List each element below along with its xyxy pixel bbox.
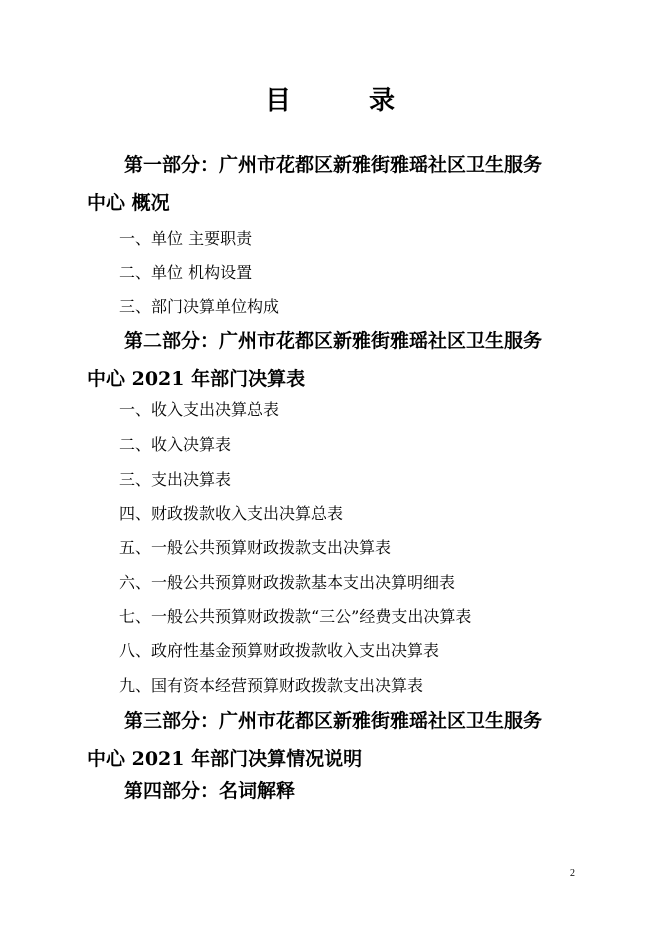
toc-item: 一、单位 主要职责 (119, 229, 253, 248)
toc-item: 二、单位 机构设置 (119, 263, 253, 282)
section-heading-line2: 中心 2021 年部门决算情况说明 (87, 748, 363, 770)
title-char-1: 目 (264, 86, 293, 116)
section-heading-line1: 第一部分：广州市花都区新雅街雅瑶社区卫生服务 (124, 154, 543, 176)
toc-item: 六、一般公共预算财政拨款基本支出决算明细表 (119, 573, 456, 592)
toc-item: 四、财政拨款收入支出决算总表 (119, 504, 344, 523)
section-part-2 (0, 322, 662, 398)
toc-item: 一、收入支出决算总表 (119, 400, 280, 419)
toc-item: 三、支出决算表 (119, 470, 232, 489)
toc-item: 五、一般公共预算财政拨款支出决算表 (119, 538, 392, 557)
section-heading-line1: 第二部分：广州市花都区新雅街雅瑶社区卫生服务 (124, 330, 543, 352)
section-part-4 (0, 772, 662, 810)
section-part-1 (0, 146, 662, 222)
toc-item: 九、国有资本经营预算财政拨款支出决算表 (119, 676, 424, 695)
toc-title (0, 80, 662, 117)
section-heading-line1: 第三部分：广州市花都区新雅街雅瑶社区卫生服务 (124, 710, 543, 732)
toc-item: 三、部门决算单位构成 (119, 297, 280, 316)
section-part-3 (0, 702, 662, 778)
toc-item: 七、一般公共预算财政拨款“三公”经费支出决算表 (119, 607, 472, 626)
section-heading-line1: 第四部分：名词解释 (124, 780, 296, 802)
title-char-2: 录 (369, 86, 398, 116)
toc-item: 二、收入决算表 (119, 435, 232, 454)
section-heading-line2: 中心 2021 年部门决算表 (87, 368, 306, 390)
toc-item: 八、政府性基金预算财政拨款收入支出决算表 (119, 641, 440, 660)
page-number: 2 (570, 868, 575, 879)
section-heading-line2: 中心 概况 (87, 192, 170, 214)
